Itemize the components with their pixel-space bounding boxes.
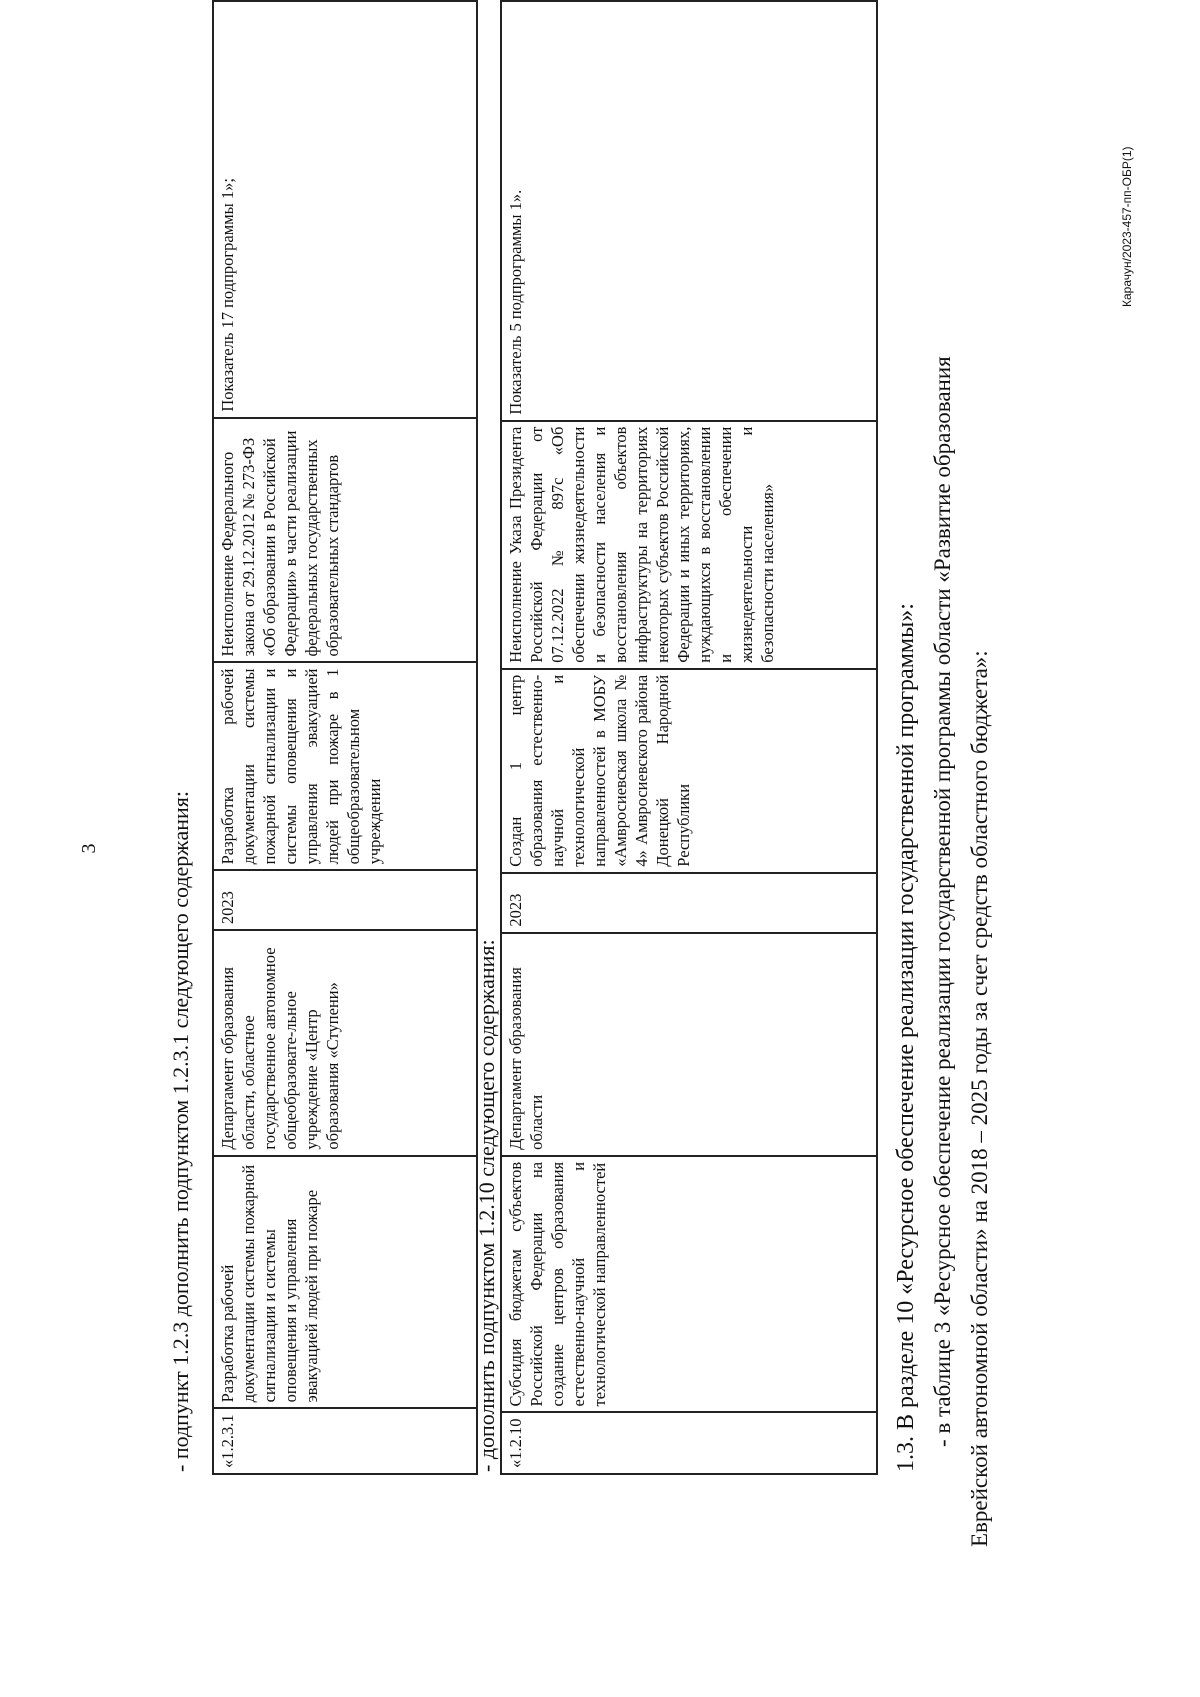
table-subpoint-1-2-10 — [500, 0, 878, 1475]
cell-year: 2023 — [213, 870, 477, 930]
cell-measure-name: Субсидия бюджетам субъектов Российской Федерации на создание центров образования естественно-научной и технологической направленностей — [501, 1156, 877, 1413]
cell-number: «1.2.10 — [501, 1413, 877, 1475]
table-3-reference: - в таблице 3 «Ресурсное обеспечение реализации государственной программы области «Развитие образования — [930, 356, 955, 1447]
cell-indicator: Показатель 17 подпрограммы 1»; — [213, 1, 477, 418]
cell-expected-result: Разработка рабочей документации системы пожарной сигнализации и системы оповещения и управления эвакуацией людей при пожаре в 1 общеобразовательном учреждении — [213, 663, 477, 871]
table-subpoint-1-2-3-1 — [212, 0, 478, 1475]
cell-measure-name: Разработка рабочей документации системы пожарной сигнализации и системы оповещения и управления эвакуацией людей при пожаре — [213, 1156, 477, 1409]
table-3-reference-continued: Еврейской автономной области» на 2018 – 2025 годы за счет средств областного бюджета»: — [967, 650, 992, 1547]
cell-indicator: Показатель 5 подпрограммы 1». — [501, 1, 877, 421]
section-1-3-heading: 1.3. В разделе 10 «Ресурсное обеспечение реализации государственной программы»: — [893, 603, 919, 1472]
cell-year: 2023 — [501, 873, 877, 933]
footer-document-code: Карачун/2023-457-пп-ОБР(1) — [1120, 146, 1134, 307]
intro-subpoint-1-2-10: - дополнить подпунктом 1.2.10 следующего содержания: — [474, 939, 499, 1472]
cell-consequences: Неисполнение Федерального закона от 29.12.2012 № 273-ФЗ «Об образовании в Российской Федерации» в части реализации федеральных государственных образовательных стандартов — [213, 418, 477, 663]
intro-subpoint-1-2-3-1: - подпункт 1.2.3 дополнить подпунктом 1.2.3.1 следующего содержания: — [168, 790, 193, 1472]
cell-executor: Департамент образования области — [501, 933, 877, 1156]
page-number: 3 — [78, 843, 100, 854]
cell-executor: Департамент образования области, областное государственное автономное общеобразовате-льное учреждение «Центр образования «Ступени» — [213, 930, 477, 1156]
table-row — [501, 1, 877, 1474]
cell-consequences: Неисполнение Указа Президента Российской Федерации от 07.12.2022 № 897с «Об обеспечении жизнедеятельности и безопасности населения и восстановления объектов инфраструктуры на территориях некоторых субъектов Российской Федерации и иных территориях, нуждающихся в восстановлении и обеспечении жизнедеятельности и безопасности населения» — [501, 421, 877, 669]
cell-expected-result: Создан 1 центр образования естественно-научной и технологической направленностей в МОБУ «Амвросиевская школа № 4» Амвросиевского района Донецкой Народной Республики — [501, 669, 877, 873]
cell-number: «1.2.3.1 — [213, 1408, 477, 1474]
table-row — [213, 1, 477, 1474]
